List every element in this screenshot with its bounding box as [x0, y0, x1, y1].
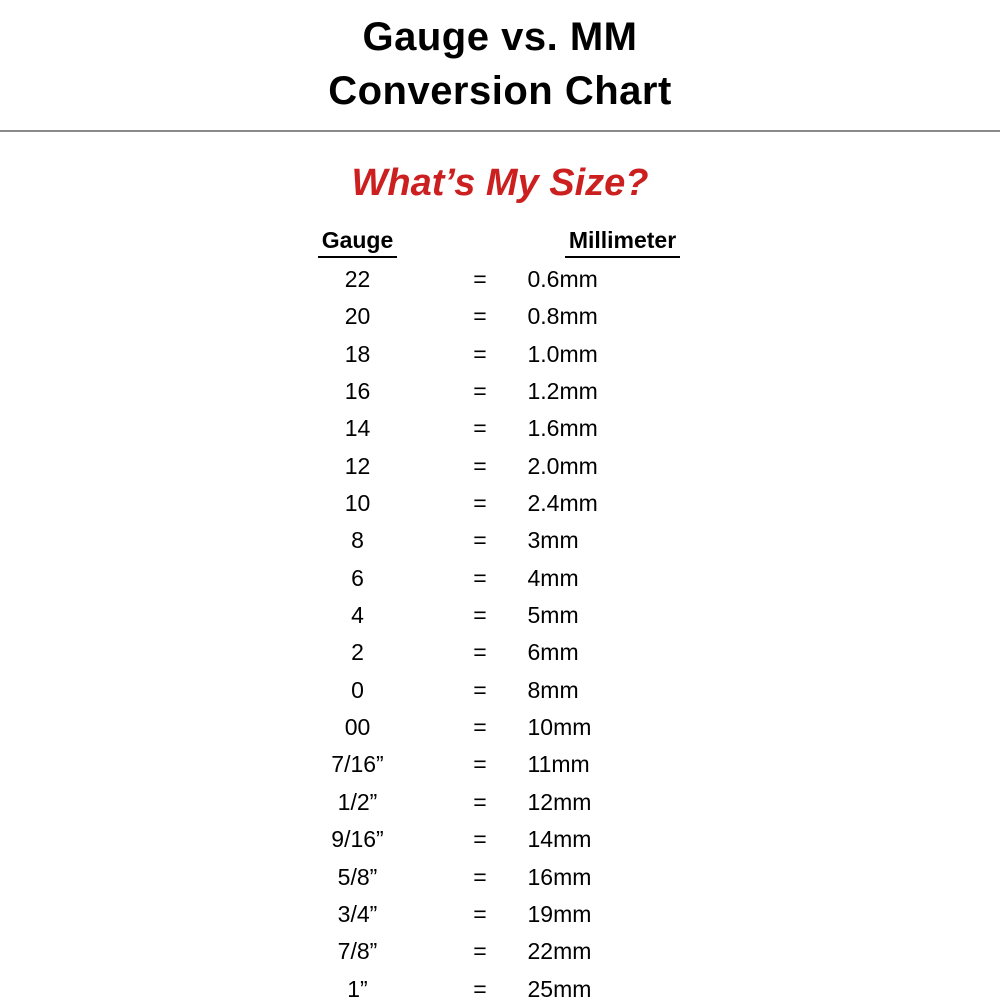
table-header	[283, 227, 718, 261]
table-row	[283, 634, 718, 671]
column-header-gauge-label: Gauge	[318, 227, 398, 258]
cell-gauge: 6	[351, 564, 364, 591]
conversion-table-wrap	[0, 227, 1000, 1008]
table-row	[283, 597, 718, 634]
column-header-equals	[433, 227, 528, 261]
cell-equals: =	[473, 676, 487, 703]
table-row	[283, 971, 718, 1008]
cell-equals: =	[473, 714, 487, 741]
cell-equals: =	[473, 639, 487, 666]
table-row	[283, 933, 718, 970]
cell-gauge: 14	[344, 415, 371, 442]
cell-gauge: 3/4”	[337, 900, 378, 927]
cell-millimeter: 5mm	[527, 602, 579, 629]
table-row	[283, 821, 718, 858]
cell-gauge: 7/8”	[337, 938, 378, 965]
cell-millimeter: 2.0mm	[527, 452, 598, 479]
cell-gauge: 10	[344, 490, 371, 517]
table-header-row	[283, 227, 718, 261]
cell-equals: =	[473, 900, 487, 927]
table-row	[283, 448, 718, 485]
table-row	[283, 298, 718, 335]
column-header-gauge	[283, 227, 433, 261]
cell-millimeter: 10mm	[527, 714, 592, 741]
cell-gauge: 20	[344, 303, 371, 330]
cell-millimeter: 16mm	[527, 863, 592, 890]
cell-equals: =	[473, 788, 487, 815]
page-title-line-1: Gauge vs. MM	[362, 15, 638, 59]
table-row	[283, 709, 718, 746]
cell-equals: =	[473, 527, 487, 554]
cell-equals: =	[473, 975, 487, 1002]
table-row	[283, 373, 718, 410]
table-row	[283, 261, 718, 298]
cell-millimeter: 1.2mm	[527, 378, 598, 405]
cell-gauge: 7/16”	[331, 751, 384, 778]
table-row	[283, 896, 718, 933]
cell-millimeter: 1.6mm	[527, 415, 598, 442]
table-row	[283, 746, 718, 783]
table-body	[283, 261, 718, 1008]
cell-equals: =	[473, 863, 487, 890]
cell-millimeter: 19mm	[527, 900, 592, 927]
cell-equals: =	[473, 938, 487, 965]
subtitle: What’s My Size?	[351, 162, 649, 204]
cell-millimeter: 0.8mm	[527, 303, 598, 330]
cell-millimeter: 6mm	[527, 639, 579, 666]
cell-gauge: 1”	[347, 975, 368, 1002]
cell-gauge: 12	[344, 452, 371, 479]
cell-equals: =	[473, 751, 487, 778]
cell-millimeter: 1.0mm	[527, 340, 598, 367]
table-row	[283, 560, 718, 597]
cell-millimeter: 14mm	[527, 826, 592, 853]
cell-gauge: 8	[351, 527, 364, 554]
cell-millimeter: 12mm	[527, 788, 592, 815]
cell-equals: =	[473, 452, 487, 479]
cell-equals: =	[473, 266, 487, 292]
table-row	[283, 672, 718, 709]
cell-millimeter: 8mm	[527, 676, 579, 703]
cell-gauge: 1/2”	[337, 788, 378, 815]
header-divider	[0, 130, 1000, 132]
cell-equals: =	[473, 602, 487, 629]
table-row	[283, 336, 718, 373]
cell-gauge: 5/8”	[337, 863, 378, 890]
conversion-table	[283, 227, 718, 1008]
table-row	[283, 859, 718, 896]
table-row	[283, 522, 718, 559]
cell-millimeter: 0.6mm	[527, 266, 598, 292]
cell-millimeter: 11mm	[527, 751, 590, 778]
page-title-line-2: Conversion Chart	[328, 69, 672, 113]
cell-gauge: 18	[344, 340, 371, 367]
cell-equals: =	[473, 490, 487, 517]
cell-equals: =	[473, 340, 487, 367]
table-row	[283, 485, 718, 522]
cell-gauge: 16	[344, 378, 371, 405]
cell-millimeter: 2.4mm	[527, 490, 598, 517]
cell-millimeter: 25mm	[527, 975, 592, 1002]
table-row	[283, 410, 718, 447]
cell-equals: =	[473, 415, 487, 442]
cell-equals: =	[473, 378, 487, 405]
cell-equals: =	[473, 303, 487, 330]
table-row	[283, 784, 718, 821]
column-header-millimeter	[528, 227, 718, 261]
column-header-millimeter-label: Millimeter	[565, 227, 680, 258]
cell-millimeter: 4mm	[527, 564, 579, 591]
cell-equals: =	[473, 826, 487, 853]
title-block	[0, 0, 1000, 118]
cell-gauge: 0	[351, 676, 364, 703]
cell-equals: =	[473, 564, 487, 591]
cell-millimeter: 3mm	[527, 527, 579, 554]
cell-gauge: 4	[351, 602, 364, 629]
cell-gauge: 9/16”	[331, 826, 384, 853]
cell-gauge: 00	[344, 714, 371, 741]
cell-gauge: 2	[351, 639, 364, 666]
cell-millimeter: 22mm	[527, 938, 592, 965]
cell-gauge: 22	[344, 266, 371, 292]
